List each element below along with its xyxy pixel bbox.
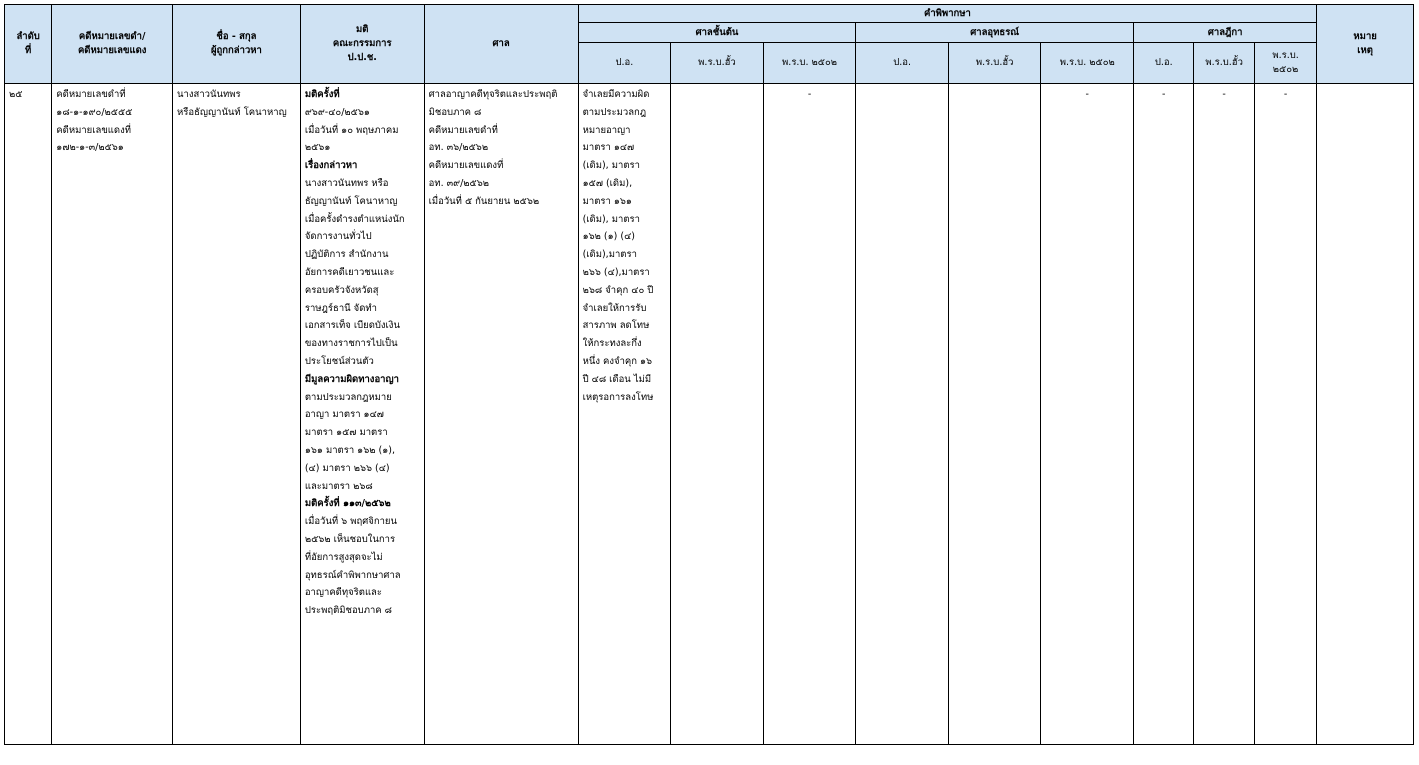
- cell-remark: [1317, 84, 1414, 745]
- cell-nacc-resolution: [300, 84, 424, 745]
- cell-appeal-prb-2502: -: [1041, 84, 1134, 745]
- header-case-number: คดีหมายเลขดำ/ คดีหมายเลขแดง: [52, 5, 173, 84]
- cell-supreme-prb-2502: -: [1254, 84, 1316, 745]
- header-court: ศาล: [424, 5, 578, 84]
- cell-first-prb-ua: [671, 84, 764, 745]
- header-accused-name: ชื่อ - สกุล ผู้ถูกกล่าวหา: [173, 5, 301, 84]
- cell-supreme-prb-ua: -: [1194, 84, 1254, 745]
- resolution-heading-2: เรื่องกล่าวหา: [304, 160, 358, 172]
- resolution-text-3: ตามประมวลกฎหมาย อาญา มาตรา ๑๔๗ มาตรา ๑๕๗ มาตรา ๑๖๑ มาตรา ๑๖๒ (๑), (๔) มาตรา ๒๖๖ (๔) และมาตรา ๒๖๘: [304, 391, 395, 492]
- header-supreme-prb-ua: พ.ร.บ.ฮั้ว: [1194, 43, 1254, 84]
- cell-no: ๒๕: [5, 84, 52, 745]
- cell-first-prb-2502: -: [763, 84, 856, 745]
- header-judgment: คำพิพากษา: [578, 5, 1317, 23]
- header-remark: หมาย เหตุ: [1317, 5, 1414, 84]
- header-appeal-prb-2502: พ.ร.บ. ๒๕๐๒: [1041, 43, 1134, 84]
- header-appeal-po: ป.อ.: [856, 43, 949, 84]
- resolution-text-4: เมื่อวันที่ ๖ พฤศจิกายน ๒๕๖๒ เห็นชอบในการ ที่อัยการสูงสุดจะไม่ อุทธรณ์คำพิพากษาศาล อาญาคดีทุจริตและ ประพฤติมิชอบภาค ๘: [304, 516, 401, 617]
- cell-supreme-po: -: [1134, 84, 1194, 745]
- header-court-supreme: ศาลฎีกา: [1134, 23, 1317, 43]
- cell-appeal-prb-ua: [948, 84, 1041, 745]
- resolution-text-2: นางสาวนันทพร หรือ ธัญญานันท์ โคนาหาญ เมื่อครั้งดำรงตำแหน่งนัก จัดการงานทั่วไป ปฏิบัติการ สำนักงาน อัยการคดีเยาวชนและ ครอบครัวจังหวัดสุ ราษฎร์ธานี จัดทำ เอกสารเท็จ เบียดบังเงิน ของทางราชการไปเป็น ประโยชน์ส่วนตัว: [304, 177, 405, 367]
- header-first-po: ป.อ.: [578, 43, 671, 84]
- header-court-appeal: ศาลอุทธรณ์: [856, 23, 1134, 43]
- header-first-prb-2502: พ.ร.บ. ๒๕๐๒: [763, 43, 856, 84]
- header-nacc-resolution: มติ คณะกรรมการ ป.ป.ช.: [300, 5, 424, 84]
- resolution-heading-3: มีมูลความผิดทางอาญา: [304, 373, 399, 385]
- header-first-prb-ua: พ.ร.บ.ฮั้ว: [671, 43, 764, 84]
- resolution-heading-1: มติครั้งที่: [304, 89, 340, 100]
- header-supreme-po: ป.อ.: [1134, 43, 1194, 84]
- cell-court: ศาลอาญาคดีทุจริตและประพฤติ มิชอบภาค ๘ คดีหมายเลขดำที่ อท. ๓๖/๒๕๖๒ คดีหมายเลขแดงที่ อท. ๓๙/๒๕๖๒ เมื่อวันที่ ๕ กันยายน ๒๕๖๒: [424, 84, 578, 745]
- resolution-heading-4: มติครั้งที่ ๑๑๓/๒๕๖๒: [304, 498, 391, 510]
- header-court-first-instance: ศาลชั้นต้น: [578, 23, 856, 43]
- table-row: [5, 84, 1414, 745]
- header-appeal-prb-ua: พ.ร.บ.ฮั้ว: [948, 43, 1041, 84]
- header-supreme-prb-2502: พ.ร.บ. ๒๕๐๒: [1254, 43, 1316, 84]
- cell-first-po: จำเลยมีความผิด ตามประมวลกฎ หมายอาญา มาตรา ๑๔๗ (เดิม), มาตรา ๑๕๗ (เดิม), มาตรา ๑๖๑ (เดิม), มาตรา ๑๖๒ (๑) (๔) (เดิม),มาตรา ๒๖๖ (๔),มาตรา ๒๖๘ จำคุก ๔๐ ปี จำเลยให้การรับ สารภาพ ลดโทษ ให้กระทงละกึ่ง หนึ่ง คงจำคุก ๑๖ ปี ๔๘ เดือน ไม่มี เหตุรอการลงโทษ: [578, 84, 671, 745]
- resolution-text-1: ๙๖๙-๔๐/๒๕๖๑ เมื่อวันที่ ๑๐ พฤษภาคม ๒๕๖๑: [304, 106, 399, 154]
- header-no: ลำดับ ที่: [5, 5, 52, 84]
- cell-accused-name: นางสาวนันทพร หรือธัญญานันท์ โคนาหาญ: [173, 84, 301, 745]
- cell-appeal-po: [856, 84, 949, 745]
- case-table: [4, 4, 1414, 745]
- cell-case-number: คดีหมายเลขดำที่ ๑๘-๑-๑๙๐/๒๕๕๕ คดีหมายเลขแดงที่ ๑๗๒-๑-๓/๒๕๖๑: [52, 84, 173, 745]
